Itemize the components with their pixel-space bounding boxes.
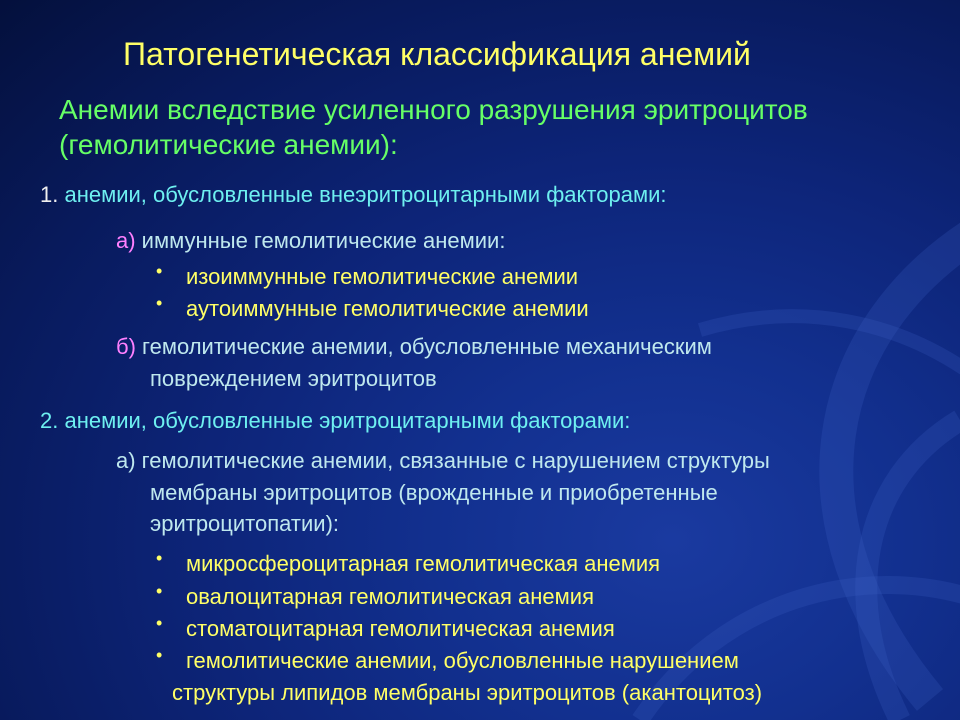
item-b-text: гемолитические анемии, обусловленные механическим — [135, 334, 712, 359]
list-item — [156, 293, 163, 317]
list-item-text: гемолитические анемии, обусловленные нарушением — [186, 648, 739, 673]
list-item — [156, 645, 163, 669]
group-2-item-a-line-2: мембраны эритроцитов (врожденные и приобретенные — [150, 480, 718, 505]
bullet-icon: • — [156, 261, 163, 281]
item-a-text: иммунные гемолитические анемии: — [135, 228, 506, 253]
bullet-icon: • — [156, 645, 163, 665]
bullet-icon: • — [156, 581, 163, 601]
group-2-item-a-line-3: эритроцитопатии): — [150, 511, 340, 536]
group-1-item-b-line-2: повреждением эритроцитов — [150, 366, 437, 391]
group-1-item-a — [116, 228, 505, 254]
bullet-icon: • — [156, 613, 163, 633]
bullet-icon: • — [156, 548, 163, 568]
list-item — [156, 581, 163, 605]
list-item-text-continued: структуры липидов мембраны эритроцитов (акантоцитоз) — [172, 680, 763, 705]
list-item-text: микросфероцитарная гемолитическая анемия — [186, 551, 661, 576]
group-1-label: анемии, обусловленные внеэритроцитарными факторами: — [58, 182, 667, 207]
list-item-text: стоматоцитарная гемолитическая анемия — [186, 616, 615, 641]
group-1-item-b-line-1 — [116, 334, 712, 360]
group-1-number: 1. — [40, 182, 59, 207]
list-item — [156, 261, 163, 285]
list-item-text: изоиммунные гемолитические анемии — [186, 264, 579, 289]
bullet-icon: • — [156, 293, 163, 313]
group-2-item-a-line-1: а) гемолитические анемии, связанные с нарушением структуры — [116, 448, 770, 473]
subtitle-line-2: (гемолитические анемии): — [59, 129, 398, 160]
item-b-marker: б) — [116, 334, 136, 359]
group-2-heading: 2. анемии, обусловленные эритроцитарными факторами: — [40, 408, 631, 433]
page-title: Патогенетическая классификация анемий — [123, 36, 751, 72]
item-a-marker: а) — [116, 228, 136, 253]
list-item-text: овалоцитарная гемолитическая анемия — [186, 584, 594, 609]
group-1-heading — [40, 182, 666, 208]
subtitle-line-1: Анемии вследствие усиленного разрушения эритроцитов — [59, 94, 808, 125]
list-item — [156, 613, 163, 637]
list-item-text: аутоиммунные гемолитические анемии — [186, 296, 589, 321]
list-item — [156, 548, 163, 572]
